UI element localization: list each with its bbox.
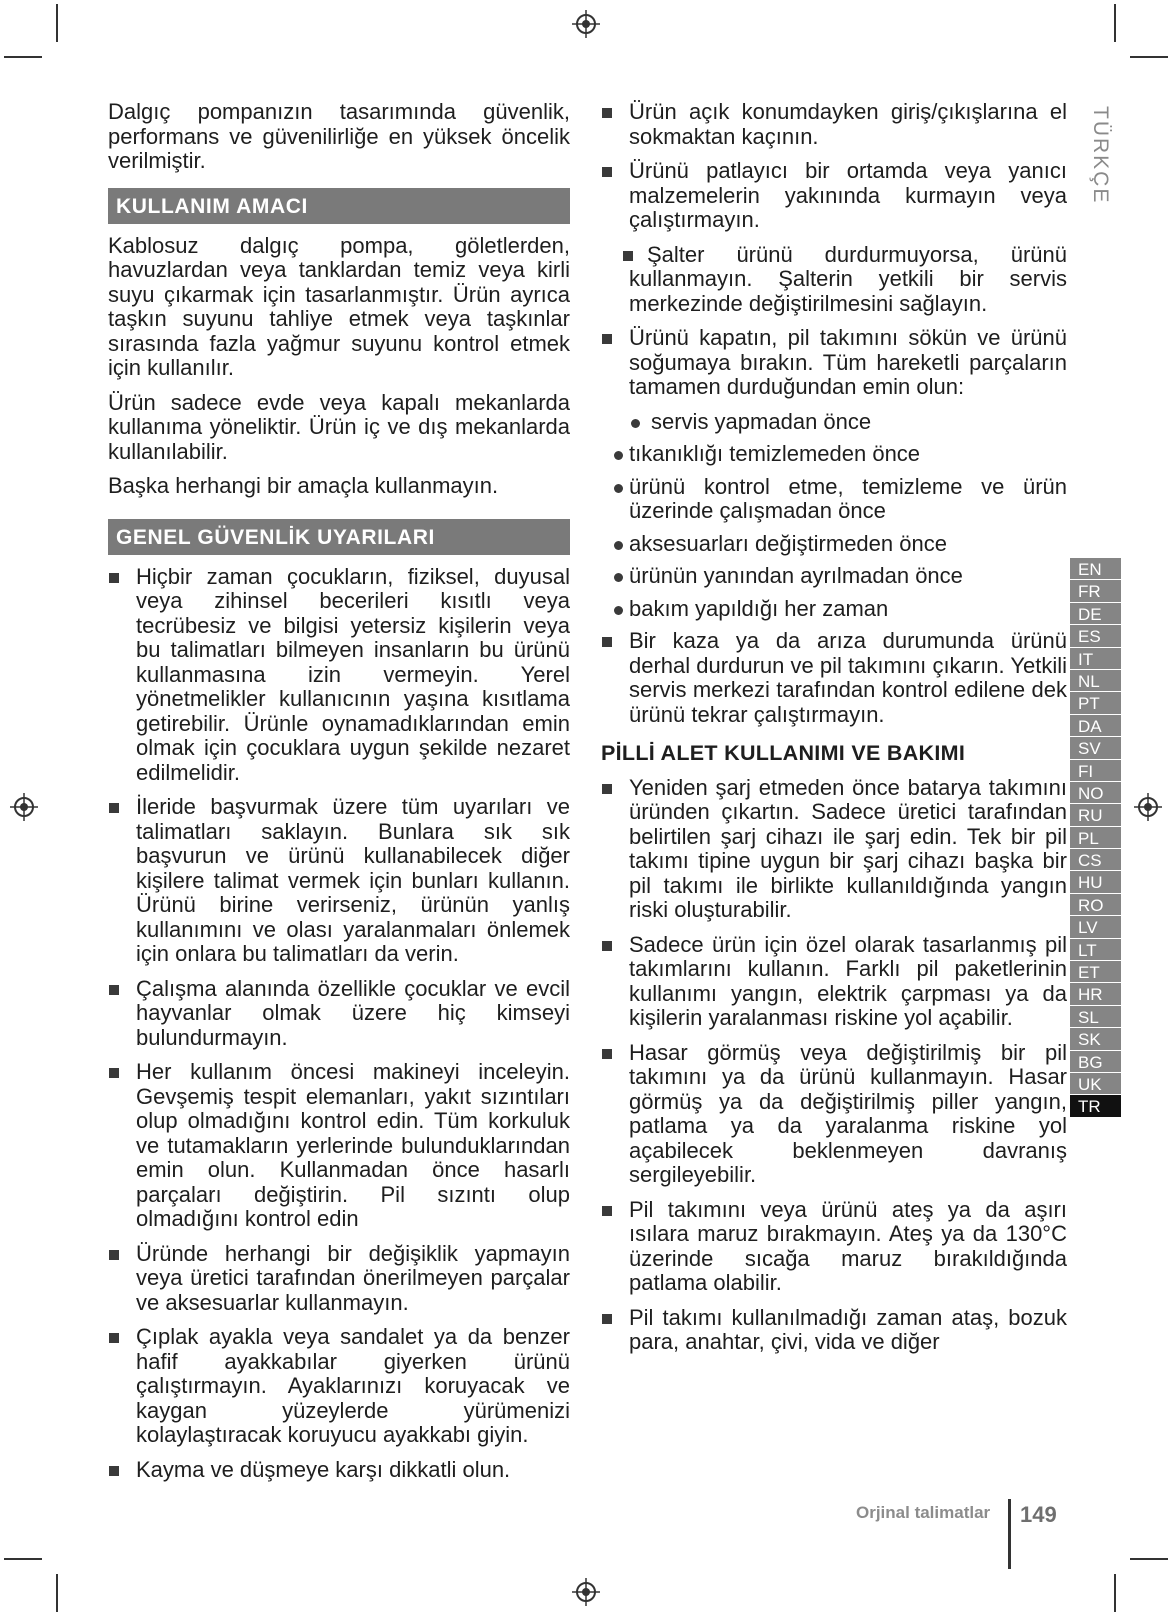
list-item-text: Bir kaza ya da arıza durumunda ürünü derhal durdurun ve pil takımını çıkarın. Yetkili servis merkezi tarafından kontrol edilene dek ürünü tekrar çalıştırmayın. xyxy=(629,628,1067,727)
language-tab-da: DA xyxy=(1070,715,1121,737)
sub-list-item xyxy=(601,243,1067,317)
dot-bullet-icon xyxy=(614,606,623,615)
list-item-text: Pil takımı kullanılmadığı zaman ataş, bozuk para, anahtar, çivi, vida ve diğer xyxy=(629,1304,1067,1354)
language-tab-lt: LT xyxy=(1070,939,1121,961)
language-tab-sl: SL xyxy=(1070,1006,1121,1028)
list-item-text: Kayma ve düşmeye karşı dikkatli olun. xyxy=(136,1456,511,1482)
page-number: 149 xyxy=(1020,1502,1057,1527)
registration-mark-icon xyxy=(572,1578,600,1606)
dot-list-item xyxy=(601,597,1067,622)
language-tab-uk: UK xyxy=(1070,1073,1121,1095)
paragraph: Kablosuz dalgıç pompa, göletlerden, havuzlardan veya tanklardan temiz veya kirli suyu çıkarmak için tasarlanmıştır. Ürün ayrıca taşkın suyunu tahliye etmek veya taşkınlar sırasında fazla yağmur suyunu kontrol etmek için kullanılır. xyxy=(108,232,570,380)
list-item-text: aksesuarları değiştirmeden önce xyxy=(629,530,947,556)
dot-bullet-icon xyxy=(614,573,623,582)
dot-list-item xyxy=(601,564,1067,589)
square-bullet-icon xyxy=(602,784,612,794)
language-tab-de: DE xyxy=(1070,603,1121,625)
list-item xyxy=(108,1325,570,1448)
list-item-text: İleride başvurmak üzere tüm uyarıları ve talimatları saklayın. Bunlara sık sık başvurun ve ürünü kullanabilecek diğer kişilere talimat vermek için bunları kullanın. Ürünü birine verirseniz, ürünün yanlış kullanımını ve olası yaralanmaları önlemek için onlara bu talimatları da verin. xyxy=(136,794,570,966)
square-bullet-icon xyxy=(109,803,119,813)
footer-label: Orjinal talimatlar xyxy=(856,1503,991,1522)
crop-mark xyxy=(4,1558,42,1560)
language-tab-bg: BG xyxy=(1070,1051,1121,1073)
registration-mark-icon xyxy=(572,10,600,38)
list-item-text: Ürünü kapatın, pil takımını sökün ve ürünü soğumaya bırakın. Tüm hareketli parçaların tamamen durduğundan emin olun: xyxy=(629,325,1067,399)
square-bullet-icon xyxy=(602,167,612,177)
list-item-text: servis yapmadan önce xyxy=(651,408,872,434)
dot-bullet-icon xyxy=(614,541,623,550)
square-bullet-icon xyxy=(602,1049,612,1059)
list-item-text: Ürün açık konumdayken giriş/çıkışlarına el sokmaktan kaçının. xyxy=(629,99,1067,149)
language-tab-hu: HU xyxy=(1070,871,1121,893)
square-bullet-icon xyxy=(623,251,633,261)
list-item-text: ürünün yanından ayrılmadan önce xyxy=(629,563,963,588)
list-item-text: ürünü kontrol etme, temizleme ve ürün üzerinde çalışmadan önce xyxy=(629,473,1067,523)
left-column xyxy=(108,100,570,1492)
crop-mark xyxy=(1114,1574,1116,1612)
paragraph: Ürün sadece evde veya kapalı mekanlarda kullanıma yöneliktir. Ürün iç ve dış mekanlarda kullanılabilir. xyxy=(108,389,570,464)
dot-list-item xyxy=(601,410,1067,435)
list-item xyxy=(601,1306,1067,1355)
dot-bullet-icon xyxy=(614,451,623,460)
list-item-text: Hiçbir zaman çocukların, fiziksel, duyusal veya zihinsel becerileri kısıtlı veya tecrübesiz ve bilgisi yetersiz kişilerin veya bu talimatları bilmeyen insanların bu ürünü kullanmasına izin vermeyin. Yerel yönetmelikler kullanıcının yaşına kısıtlama getirebilir. Ürünle oynamadıklarından emin olmak için çocuklara uygun şekilde nezaret edilmelidir. xyxy=(136,563,570,785)
dot-list-item xyxy=(601,532,1067,557)
language-tab-et: ET xyxy=(1070,961,1121,983)
square-bullet-icon xyxy=(602,108,612,118)
list-item xyxy=(108,1458,570,1483)
crop-mark xyxy=(56,1574,58,1612)
crop-mark xyxy=(4,56,42,58)
footer-divider xyxy=(1008,1499,1011,1569)
crop-mark xyxy=(1130,56,1168,58)
language-tab-ro: RO xyxy=(1070,894,1121,916)
list-item-text: Yeniden şarj etmeden önce batarya takımını üründen çıkartın. Sadece üretici tarafından belirtilen şarj cihazı ile şarj edin. Tek bir pil takımı tipine uygun bir şarj cihazı başka bir pil takımı ile birlikte kullanıldığında yangın riski oluşturabilir. xyxy=(629,774,1067,922)
list-item-text: Ürünü patlayıcı bir ortamda veya yanıcı malzemelerin yakınında kurmayın veya çalıştırmayın. xyxy=(629,158,1067,232)
list-item xyxy=(601,1198,1067,1296)
list-item xyxy=(601,776,1067,923)
list-item-text: Çalışma alanında özellikle çocuklar ve evcil hayvanlar olmak üzere hiç kimseyi bulundurmayın. xyxy=(136,975,570,1050)
paragraph: Başka herhangi bir amaçla kullanmayın. xyxy=(108,473,499,498)
crop-mark xyxy=(1130,1558,1168,1560)
crop-mark xyxy=(1114,4,1116,42)
language-tab-fr: FR xyxy=(1070,580,1121,602)
language-tab-it: IT xyxy=(1070,648,1121,670)
dot-bullet-icon xyxy=(631,419,640,428)
list-item xyxy=(601,933,1067,1031)
list-item xyxy=(601,1041,1067,1188)
square-bullet-icon xyxy=(109,1466,119,1476)
registration-mark-icon xyxy=(10,793,38,821)
list-item xyxy=(601,100,1067,149)
dot-list-item xyxy=(601,442,1067,467)
list-item xyxy=(108,1242,570,1316)
square-bullet-icon xyxy=(602,941,612,951)
language-tab-pl: PL xyxy=(1070,827,1121,849)
dot-list-item xyxy=(601,475,1067,524)
list-item-text: Pil takımını veya ürünü ateş ya da aşırı ısılara maruz bırakmayın. Ateş ya da 130°C üzerinde sıcağa maruz bırakıldığında patlama olabilir. xyxy=(629,1196,1067,1295)
language-tab-pt: PT xyxy=(1070,692,1121,714)
list-item xyxy=(108,795,570,967)
list-item-text: tıkanıklığı temizlemeden önce xyxy=(629,441,921,466)
list-item-text: Hasar görmüş veya değiştirilmiş bir pil takımını ya da ürünü kullanmayın. Hasar görmüş ya da değiştirilmiş piller yangın, patlama ya da yaralanma riskine yol açabilecek beklenmeyen davranış sergileyebilir. xyxy=(629,1039,1067,1187)
language-tab-fi: FI xyxy=(1070,760,1121,782)
list-item-text: Her kullanım öncesi makineyi inceleyin. Gevşemiş tespit elemanları, yakıt sızıntıları olup olmadığını kontrol edin. Tüm korkuluk ve tutamakların yerlerinde bulunduklarından emin olun. Kullanmadan önce hasarlı parçaları değiştirin. Pil sızıntı olup olmadığını kontrol edin xyxy=(136,1059,570,1231)
list-item xyxy=(601,159,1067,233)
language-tab-sk: SK xyxy=(1070,1028,1121,1050)
square-bullet-icon xyxy=(602,334,612,344)
square-bullet-icon xyxy=(109,573,119,583)
square-bullet-icon xyxy=(109,1068,119,1078)
language-tab-lv: LV xyxy=(1070,916,1121,938)
language-tab-nl: NL xyxy=(1070,670,1121,692)
section-heading-battery-tool: PİLLİ ALET KULLANIMI VE BAKIMI xyxy=(601,741,966,765)
section-heading-general-safety: GENEL GÜVENLİK UYARILARI xyxy=(108,519,570,555)
language-tab-cs: CS xyxy=(1070,849,1121,871)
list-item-text: bakım yapıldığı her zaman xyxy=(629,595,889,621)
list-item xyxy=(108,565,570,786)
square-bullet-icon xyxy=(602,1206,612,1216)
language-tab-no: NO xyxy=(1070,782,1121,804)
right-column xyxy=(601,100,1067,1365)
crop-mark xyxy=(56,4,58,42)
language-tab-en: EN xyxy=(1070,558,1121,580)
dot-bullet-icon xyxy=(614,484,623,493)
square-bullet-icon xyxy=(109,1333,119,1343)
square-bullet-icon xyxy=(109,1250,119,1260)
list-item-text: Şalter ürünü durdurmuyorsa, ürünü kullanmayın. Şalterin yetkili bir servis merkezinde değiştirilmesini sağlayın. xyxy=(629,241,1067,316)
language-index xyxy=(1070,558,1121,1118)
language-tab-es: ES xyxy=(1070,625,1121,647)
square-bullet-icon xyxy=(109,985,119,995)
language-tab-tr: TR xyxy=(1070,1095,1121,1117)
list-item xyxy=(601,326,1067,400)
list-item-text: Sadece ürün için özel olarak tasarlanmış pil takımlarını kullanın. Farklı pil paketlerinin kullanımı yangın, elektrik çarpması ya da kişilerin yaralanması riskine yol açabilir. xyxy=(629,931,1067,1030)
list-item xyxy=(601,629,1067,727)
list-item xyxy=(108,1060,570,1232)
side-language-label: TÜRKÇE xyxy=(1089,106,1112,205)
square-bullet-icon xyxy=(602,1314,612,1324)
list-item-text: Üründe herhangi bir değişiklik yapmayın veya üretici tarafından önerilmeyen parçalar ve aksesuarlar kullanmayın. xyxy=(136,1240,570,1315)
square-bullet-icon xyxy=(602,637,612,647)
language-tab-ru: RU xyxy=(1070,804,1121,826)
section-heading-intended-use: KULLANIM AMACI xyxy=(108,188,570,224)
list-item xyxy=(108,977,570,1051)
registration-mark-icon xyxy=(1134,793,1162,821)
language-tab-sv: SV xyxy=(1070,737,1121,759)
intro-paragraph: Dalgıç pompanızın tasarımında güvenlik, performans ve güvenilirliğe en yüksek öncelik verilmiştir. xyxy=(108,99,570,173)
language-tab-hr: HR xyxy=(1070,983,1121,1005)
list-item-text: Çıplak ayakla veya sandalet ya da benzer hafif ayakkabılar giyerken ürünü çalıştırmayın. Ayaklarınızı koruyacak ve kaygan yüzeylerde yürümenizi kolaylaştıracak koruyucu ayakkabı giyin. xyxy=(136,1324,570,1447)
